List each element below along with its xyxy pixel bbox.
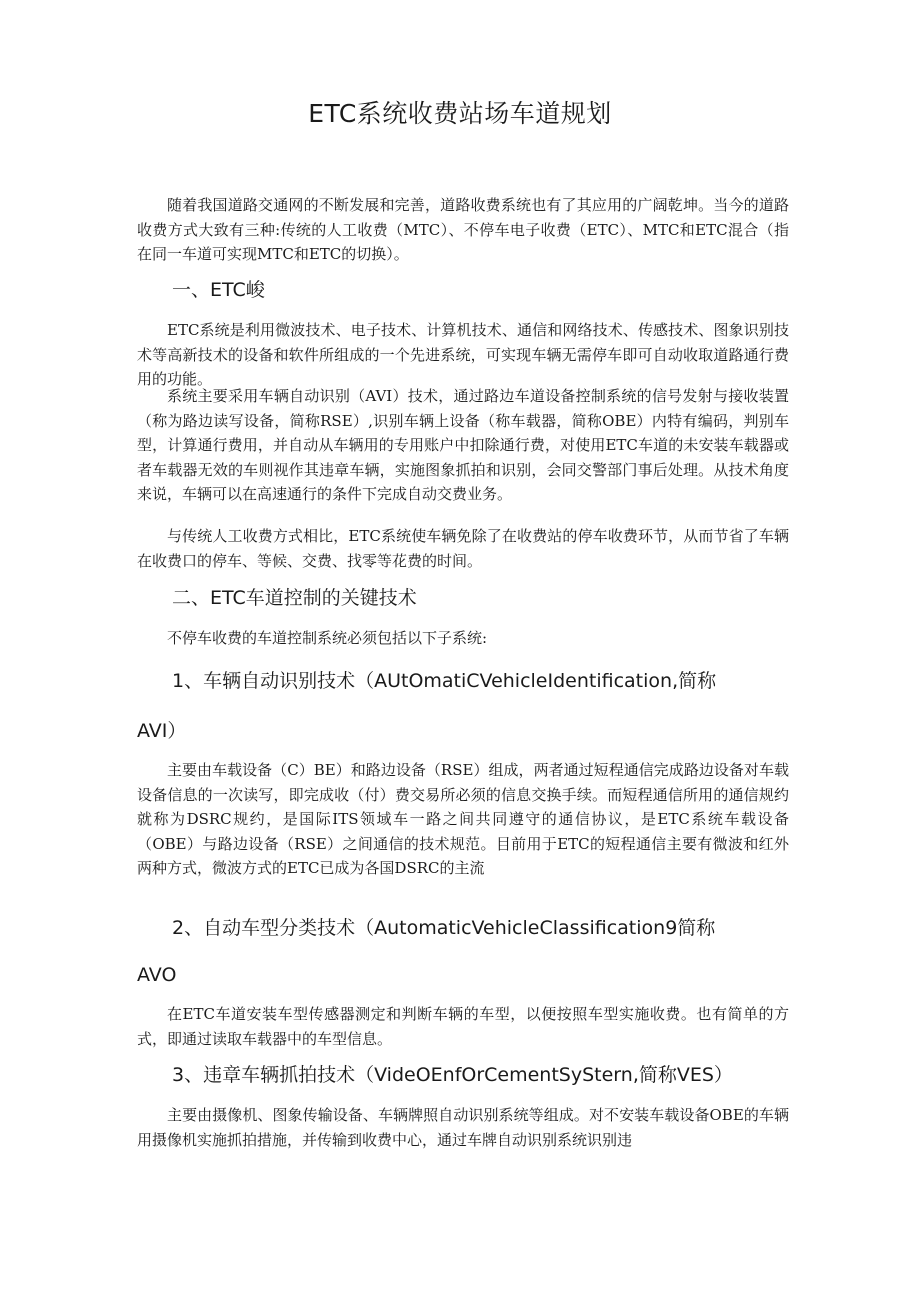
section-1-paragraph-3: 与传统人工收费方式相比，ETC系统使车辆免除了在收费站的停车收费环节，从而节省了车辆在收费口的停车、等候、交费、找零等花费的时间。 — [137, 527, 789, 570]
section-1-heading: 一、ETC峻 — [172, 279, 265, 301]
subsection-1-heading-line1: 1、车辆自动识别技术（AUtOmatiCVehicleIdentification,简称 — [172, 670, 717, 692]
section-2-lead: 不停车收费的车道控制系统必须包括以下子系统: — [167, 629, 488, 647]
subsection-3-body: 主要由摄像机、图象传输设备、车辆牌照自动识别系统等组成。对不安装车载设备OBE的车辆用摄像机实施抓拍措施，并传输到收费中心，通过车牌自动识别系统识别违 — [137, 1106, 789, 1149]
subsection-1-body: 主要由车载设备（C）BE）和路边设备（RSE）组成，两者通过短程通信完成路边设备对车载设备信息的一次读写，即完成收（付）费交易所必须的信息交换手续。而短程通信所用的通信规约就称为DSRC规约，是国际ITS领域车一路之间共同遵守的通信协议，是ETC系统车载设备（OBE）与路边设备（RSE）之间通信的技术规范。目前用于ETC的短程通信主要有微波和红外两种方式，微波方式的ETC已成为各国DSRC的主流 — [137, 761, 789, 878]
section-2-heading: 二、ETC车道控制的关键技术 — [172, 587, 417, 609]
intro-paragraph: 随着我国道路交通网的不断发展和完善，道路收费系统也有了其应用的广阔乾坤。当今的道路收费方式大致有三种:传统的人工收费（MTC）、不停车电子收费（ETC）、MTC和ETC混合（指在同一车道可实现MTC和ETC的切换）。 — [137, 196, 789, 264]
subsection-2-heading-line1: 2、自动车型分类技术（AutomaticVehicleClassification9简称 — [172, 917, 716, 939]
subsection-2-heading-line2: AVO — [137, 964, 177, 986]
page-title: ETC系统收费站场车道规划 — [308, 99, 612, 128]
section-1-paragraph-1: ETC系统是利用微波技术、电子技术、计算机技术、通信和网络技术、传感技术、图象识别技术等高新技术的设备和软件所组成的一个先进系统，可实现车辆无需停车即可自动收取道路通行费用的功能。 — [137, 321, 789, 389]
subsection-1-heading-line2: AVI） — [137, 720, 187, 742]
section-1-paragraph-2: 系统主要采用车辆自动识别（AVI）技术，通过路边车道设备控制系统的信号发射与接收装置（称为路边读写设备，简称RSE）,识别车辆上设备（称车载器，简称OBE）内特有编码，判别车型，计算通行费用，并自动从车辆用的专用账户中扣除通行费，对使用ETC车道的未安装车载器或者车载器无效的车则视作其违章车辆，实施图象抓拍和识别，会同交警部门事后处理。从技术角度来说，车辆可以在高速通行的条件下完成自动交费业务。 — [137, 387, 789, 504]
subsection-3-heading: 3、违章车辆抓拍技术（VideOEnfOrCementSyStern,简称VES） — [172, 1064, 733, 1086]
subsection-2-body: 在ETC车道安装车型传感器测定和判断车辆的车型，以便按照车型实施收费。也有简单的方式，即通过读取车载器中的车型信息。 — [137, 1005, 789, 1048]
